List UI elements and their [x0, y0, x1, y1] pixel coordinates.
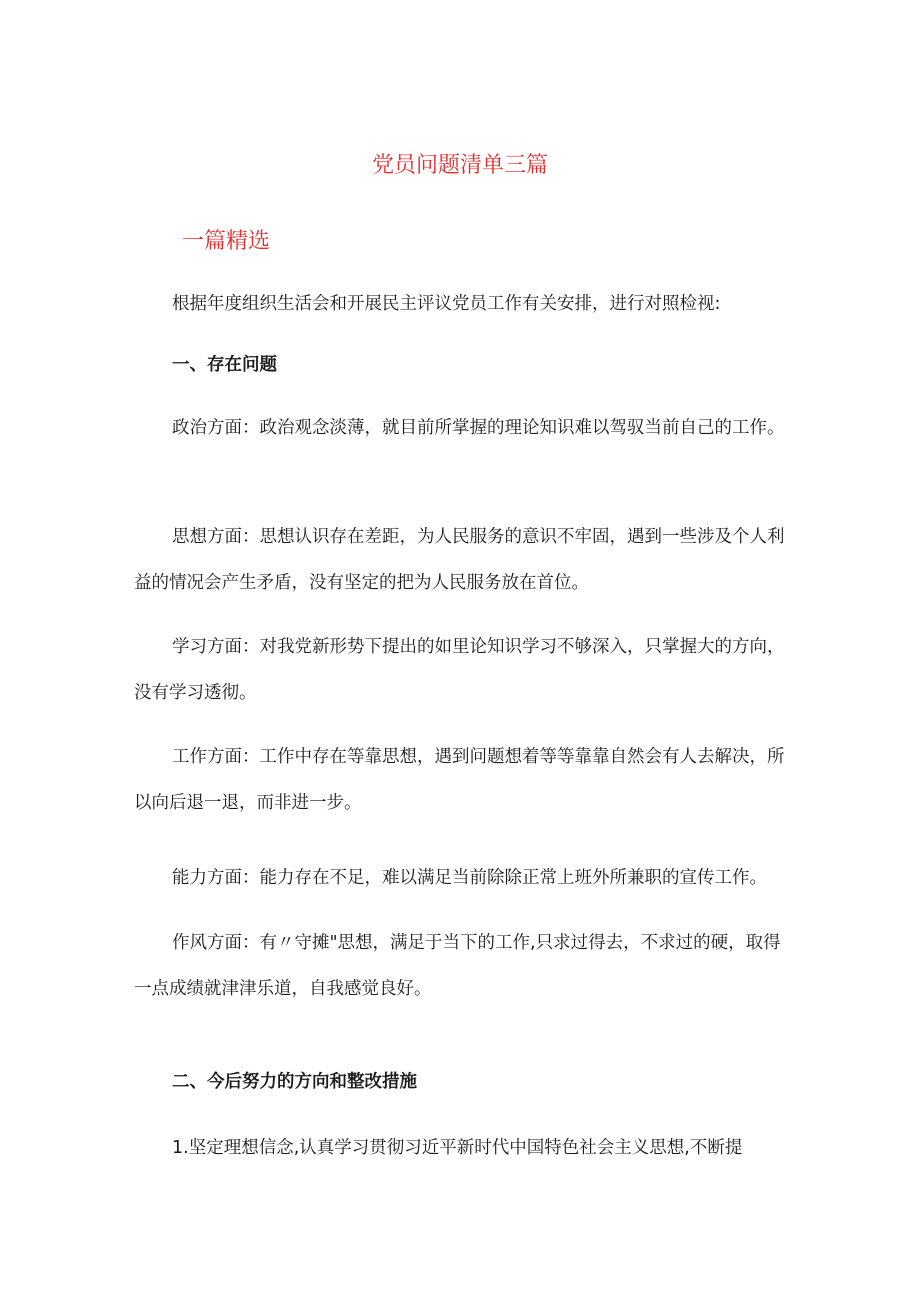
paragraph-work: 工作方面：工作中存在等靠思想，遇到问题想着等等靠靠自然会有人去解决，所以向后退一退，而非进一步。 — [134, 747, 785, 813]
intro-paragraph: 根据年度组织生活会和开展民主评议党员工作有关安排，进行对照检视: — [172, 294, 721, 314]
paragraph-thought: 思想方面：思想认识存在差距，为人民服务的意识不牢固，遇到一些涉及个人利益的情况会产生矛盾，没有坚定的把为人民服务放在首位。 — [134, 527, 785, 593]
paragraph-politics: 政治方面：政治观念淡薄，就目前所掌握的理论知识难以驾驭当前自己的工作。 — [172, 418, 785, 438]
paragraph-study: 学习方面：对我党新形势下提出的如里论知识学习不够深入，只掌握大的方向，没有学习透彻。 — [134, 637, 785, 703]
paragraph-ability: 能力方面：能力存在不足，难以满足当前除除正常上班外所兼职的宣传工作。 — [172, 868, 767, 888]
paragraph-measure-1: 1.坚定理想信念,认真学习贯彻习近平新时代中国特色社会主义思想,不断提 — [172, 1138, 743, 1158]
paragraph-style: 作风方面：有〃守摊"思想，满足于当下的工作,只求过得去，不求过的硬，取得一点成绩就津津乐道，自我感觉良好。 — [134, 933, 781, 999]
section-label: 一篇精选 — [182, 229, 271, 254]
section-heading-measures: 二、今后努力的方向和整改措施 — [172, 1072, 417, 1092]
section-heading-problems: 一、存在问题 — [172, 355, 277, 375]
document-title: 党员问题清单三篇 — [371, 153, 548, 178]
